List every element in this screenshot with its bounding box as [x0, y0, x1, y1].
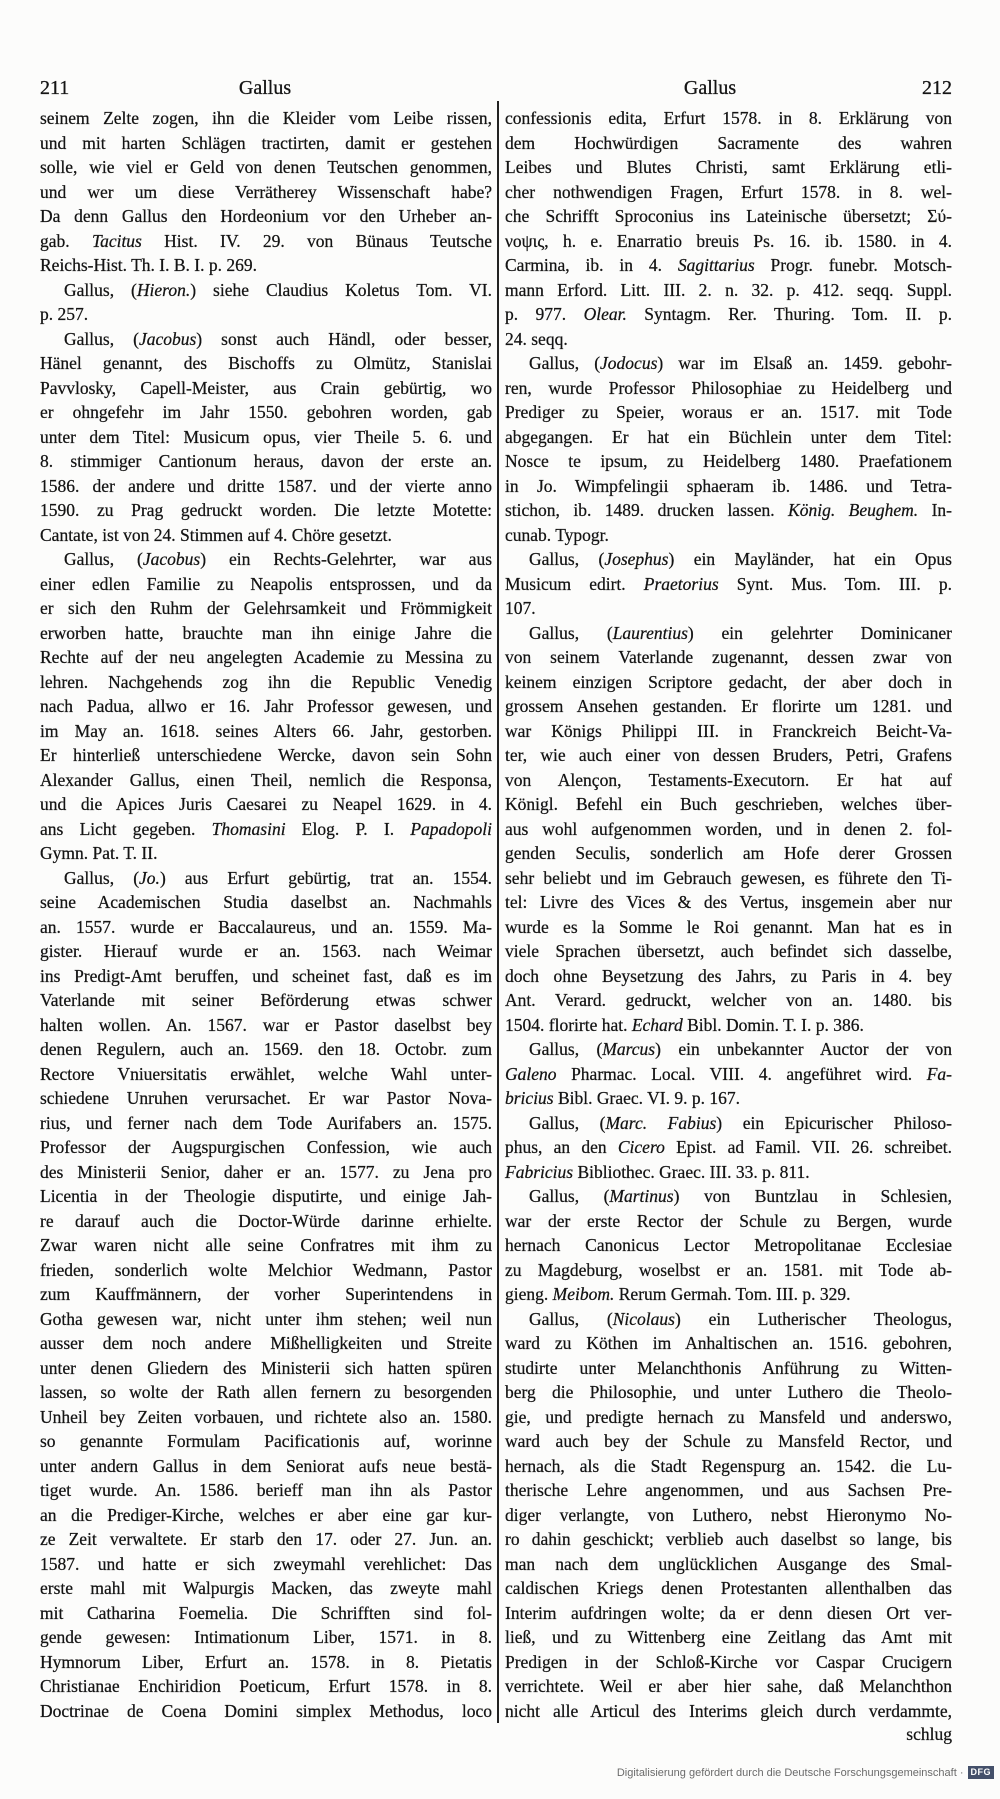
text-line: aus wohl aufgenommen worden, und in denen 2. fol- — [505, 818, 952, 839]
text-run: Progr. funebr. Motsch- — [754, 255, 952, 275]
text-run: ) war im Elsaß an. 1459. gebohr- — [657, 353, 952, 373]
text-line: ze Zeit verwaltete. Er starb den 17. oder 27. Jun. an. — [40, 1529, 492, 1549]
text-line — [505, 1086, 952, 1111]
running-head-left: Gallus — [238, 77, 292, 99]
italic-reference: Papadopoli — [410, 818, 492, 839]
text-line: 107. — [505, 598, 536, 618]
text-line: confessionis edita, Erfurt 1578. in 8. Erklärung von — [505, 108, 952, 128]
text-run: Gallus, ( — [529, 353, 601, 373]
entry-first-line — [505, 621, 952, 646]
text-line: keinem einzigen Scriptore gedacht, der aber doch in — [505, 671, 952, 692]
text-line: Cantate, ist von 24. Stimmen auf 4. Chöre gesetzt. — [40, 524, 392, 545]
italic-reference: Tacitus — [91, 230, 142, 251]
text-line: re darauf auch die Doctor-Würde darinne erhielte. — [40, 1210, 492, 1231]
text-line: tiget wurde. An. 1586. berieff man ihn als Pastor — [40, 1480, 492, 1500]
entry-first-line — [40, 866, 492, 891]
text-run: ) ein Mayländer, hat ein Opus — [668, 549, 952, 569]
text-line: gende gewesen: Intimationum Liber, 1571. in 8. — [40, 1627, 492, 1647]
text-run: Synt. Mus. Tom. III. p. — [718, 573, 952, 594]
text-line: ausser dem noch andere Mißhelligkeiten und Streite — [40, 1333, 492, 1353]
text-line: berg die Philosophie, und unter Luthero die Theolo- — [505, 1382, 952, 1402]
text-line: 1586. der andere und dritte 1587. und der vierte anno — [40, 475, 492, 496]
text-run: Bibl. Graec. VI. 9. p. 167. — [553, 1088, 740, 1108]
entry-first-line — [505, 1037, 952, 1062]
text-line: unter denen Gliedern des Ministerii sich hatten spüren — [40, 1357, 492, 1378]
text-line: 1587. und hatte er sich zweymahl verehlichet: Das — [40, 1553, 492, 1574]
entry-first-line — [505, 351, 952, 376]
text-line: an die Prediger-Kirche, welches er aber eine gar kur- — [40, 1504, 492, 1525]
italic-reference: Jacobus — [138, 328, 197, 349]
text-line: Predigen in der Schloß-Kirche vor Caspar Crucigern — [505, 1651, 952, 1672]
text-run: Carmina, ib. in 4. — [505, 255, 678, 275]
italic-reference: Cicero — [617, 1137, 665, 1157]
text-line: che Schrifft Sproconius ins Lateinische übersetzt; Σύ- — [505, 206, 952, 226]
text-line: nach Padua, allwo er 16. Jahr Professor gewesen, und — [40, 696, 492, 716]
italic-reference: Marcus — [602, 1039, 656, 1059]
text-run: Gallus, ( — [529, 1039, 603, 1059]
text-run: Gallus, ( — [64, 328, 139, 349]
text-line — [505, 1135, 952, 1160]
italic-reference: Martinus — [609, 1186, 674, 1206]
text-line: Professor der Augspurgischen Confession, wie auch — [40, 1137, 492, 1157]
text-line: solle, wie viel er Geld von denen Teutschen genommen, — [40, 157, 492, 177]
text-line: Christianae Enchiridion Poeticum, Erfurt 1578. in 8. — [40, 1676, 492, 1696]
text-line: abgegangen. Er hat ein Büchlein unter dem Titel: — [505, 426, 952, 447]
text-line: Licentia in der Theologie disputirte, und einige Jah- — [40, 1186, 492, 1206]
text-run: Hist. IV. 29. von Bünaus Teutsche — [141, 230, 492, 251]
text-line: Ant. Verard. gedruckt, welcher von an. 1480. bis — [505, 990, 952, 1010]
text-line — [505, 572, 952, 597]
text-line — [505, 1062, 952, 1087]
text-line: cunab. Typogr. — [505, 524, 609, 545]
text-line: seine Academischen Studia daselbst an. Nachmahls — [40, 892, 492, 912]
text-line: 8. stimmiger Cantionum heraus, davon der erste an. — [40, 451, 492, 471]
text-line — [505, 1013, 952, 1038]
text-run: stichon, ib. 1489. drucken lassen. — [505, 500, 789, 520]
text-run: Gallus, ( — [64, 549, 143, 569]
text-line: und wer um diese Verrätherey Wissenschaft habe? — [40, 181, 492, 202]
text-run: 1504. florirte hat. — [505, 1014, 632, 1035]
text-line: Interim aufdringen wolte; da er denn diesen Ort ver- — [505, 1602, 952, 1623]
text-line: gister. Hierauf wurde er an. 1563. nach Weimar — [40, 941, 492, 961]
text-run: ) ein Rechts-Gelehrter, war aus — [200, 549, 492, 569]
text-line: ward zu Köthen im Anhaltischen an. 1516. gebohren, — [505, 1333, 952, 1353]
text-line: unter dem Titel: Musicum opus, vier Theile 5. 6. und — [40, 426, 492, 447]
text-line: nicht alle Articul des Interims gleich durch verdammte, — [505, 1700, 952, 1721]
text-run: Syntagm. Rer. Thuring. Tom. II. p. — [626, 304, 953, 324]
text-line: rius, und ferner nach dem Tode Aurifabers an. 1575. — [40, 1112, 492, 1133]
text-line: Hänel genannt, des Bischoffs zu Olmütz, Stanislai — [40, 353, 492, 373]
text-line: genden Seculis, sonderlich am Hofe derer Grossen — [505, 843, 952, 863]
text-line: er ohngefehr im Jahr 1550. gebohren worden, gab — [40, 402, 492, 422]
italic-reference: Jacobus — [142, 549, 201, 569]
text-line: denen Regulern, auch an. 1569. den 18. Octobr. zum — [40, 1039, 492, 1059]
text-run: Bibl. Domin. T. I. p. 386. — [682, 1014, 864, 1035]
italic-reference: Echard — [631, 1014, 683, 1035]
running-head-right: Gallus — [683, 77, 737, 99]
text-line: Zwar waren nicht alle seine Confratres mit ihm zu — [40, 1235, 492, 1255]
italic-reference: König. Beughem. — [788, 500, 919, 520]
text-line: lassen, so wolte der Rath allen fernern zu besorgenden — [40, 1382, 492, 1402]
text-line: war Königs Philippi III. in Franckreich Beicht-Va- — [505, 720, 952, 741]
text-line: und mit harten Schlägen tractirten, damit er gestehen — [40, 132, 492, 153]
text-line: Prediger zu Speier, woraus er an. 1517. mit Tode — [505, 402, 952, 422]
text-line: schiedene Unruhen verursachet. Er war Pastor Nova- — [40, 1088, 492, 1108]
italic-reference: Marc. Fabius — [605, 1112, 717, 1133]
text-run: ans Licht gegeben. — [40, 818, 212, 839]
text-run: Bibliothec. Graec. III. 33. p. 811. — [573, 1161, 810, 1182]
text-line: therische Lehre angenommen, und aus Sachsen Pre- — [505, 1480, 952, 1500]
text-line: ins Predigt-Amt beruffen, und scheinet fast, daß es im — [40, 965, 492, 986]
text-run: Gallus, ( — [529, 1186, 610, 1206]
italic-reference: Thomasini — [211, 818, 286, 839]
text-line: von seinem Vaterlande zugenannt, dessen zwar von — [505, 647, 952, 667]
text-line: war der erste Rector der Schule zu Bergen, wurde — [505, 1210, 952, 1231]
italic-reference: Fa- — [926, 1063, 952, 1084]
text-line: wurde es la Somme le Roi genannt. Man hat es in — [505, 916, 952, 937]
text-line: im May an. 1618. seines Alters 66. Jahr, gestorben. — [40, 720, 492, 741]
text-run: ) ein Lutherischer Theologus, — [674, 1308, 952, 1329]
text-run: ) sonst auch Händl, oder besser, — [196, 328, 492, 349]
text-run: Gallus, ( — [64, 279, 137, 300]
text-line — [505, 1160, 952, 1185]
text-line: frieden, sonderlich wolte Melchior Wedmann, Pastor — [40, 1259, 492, 1280]
text-line: so genannte Formulam Pacificationis auf, worinne — [40, 1431, 492, 1451]
text-line: an. 1557. wurde er Baccalaureus, und an. 1559. Ma- — [40, 916, 492, 937]
text-line: hernach Canonicus Lector Metropolitanae Ecclesiae — [505, 1235, 952, 1255]
entry-first-line — [40, 547, 492, 572]
text-line: viele Sprachen übersetzt, auch befindet sich dasselbe, — [505, 941, 952, 961]
text-line: cher nothwendigen Fragen, Erfurt 1578. in 8. wel- — [505, 181, 952, 202]
italic-reference: Jo. — [139, 867, 160, 888]
italic-reference: Fabricius — [505, 1161, 574, 1182]
text-run: ) aus Erfurt gebürtig, trat an. 1554. — [159, 867, 492, 888]
text-line: Pavvlosky, Capell-Meister, aus Crain gebürtig, wo — [40, 377, 492, 398]
text-line: Da denn Gallus den Hordeonium vor den Urheber an- — [40, 206, 492, 226]
text-line — [505, 253, 952, 278]
left-column — [40, 106, 492, 1723]
text-line: Vaterlande mit seiner Beförderung etwas schwer — [40, 990, 492, 1010]
digitization-footer — [617, 1766, 994, 1779]
text-line: Gotha gewesen war, nicht unter ihm stehen; weil nun — [40, 1308, 492, 1329]
text-line: seinem Zelte zogen, ihn die Kleider vom Leibe rissen, — [40, 108, 492, 128]
italic-reference: Josephus — [604, 549, 669, 569]
text-line: Alexander Gallus, einen Theil, nemlich die Responsa, — [40, 769, 492, 790]
text-run: gab. — [40, 230, 92, 251]
dfg-logo: DFG — [968, 1766, 995, 1779]
page-number-right: 212 — [922, 77, 952, 99]
text-run: ) siehe Claudius Koletus Tom. VI. — [190, 279, 492, 300]
text-line: νοψις, h. e. Enarratio breuis Ps. 16. ib. 1580. in 4. — [505, 230, 952, 251]
text-run: Gallus, ( — [529, 1112, 606, 1133]
text-run: Gallus, ( — [64, 867, 140, 888]
text-line: zum Kauffmännern, der vorher Superintendens in — [40, 1284, 492, 1304]
italic-reference: Meibom. — [552, 1284, 615, 1304]
text-line: grossem Ansehen gestanden. Er florirte um 1281. und — [505, 696, 952, 716]
catchword: schlug — [906, 1724, 952, 1744]
entry-first-line — [505, 547, 952, 572]
italic-reference: Praetorius — [643, 573, 719, 594]
text-line: zu Magdeburg, woselbst er an. 1581. mit Tode ab- — [505, 1259, 952, 1280]
text-line: caldischen Kriegs denen Protestanten allenthalben das — [505, 1578, 952, 1598]
entry-first-line — [505, 1307, 952, 1332]
entry-first-line — [40, 327, 492, 352]
text-line: mit Catharina Foemelia. Die Schrifften sind fol- — [40, 1602, 492, 1623]
text-line: ward auch bey der Schule zu Mansfeld Rector, und — [505, 1431, 952, 1451]
italic-reference: bricius — [505, 1088, 554, 1108]
text-line — [40, 229, 492, 254]
text-line: des Ministerii Senior, daher er an. 1577. zu Jena pro — [40, 1161, 492, 1182]
text-line: gie, und predigte hernach zu Mansfeld und anderswo, — [505, 1406, 952, 1427]
text-line: Er hinterließ unterschiedene Wercke, davon sein Sohn — [40, 745, 492, 765]
text-line: halten wollen. An. 1567. war er Pastor daselbst bey — [40, 1014, 492, 1035]
text-line — [505, 1282, 952, 1307]
text-line — [505, 302, 952, 327]
text-run: ) ein unbekannter Auctor der von — [655, 1039, 952, 1059]
text-line: tel: Livre des Vices & des Vertus, insgemein aber nur — [505, 892, 952, 912]
text-line: doch ohne Beysetzung des Jahrs, zu Paris in 4. bey — [505, 965, 952, 986]
italic-reference: Galeno — [505, 1063, 557, 1084]
text-line — [505, 498, 952, 523]
footer-credit-text: Digitalisierung gefördert durch die Deutsche Forschungsgemeinschaft · — [616, 1766, 964, 1779]
italic-reference: Olear. — [583, 304, 627, 324]
text-run: Gallus, ( — [529, 1308, 613, 1329]
text-line: studirte unter Melanchthonis Anführung zu Witten- — [505, 1357, 952, 1378]
text-line: Rectore Vniuersitatis erwählet, welche Wahl unter- — [40, 1063, 492, 1084]
text-line: lehren. Nachgehends zog ihn die Republic Venedig — [40, 671, 492, 692]
italic-reference: Sagittarius — [677, 255, 755, 275]
text-run: p. 977. — [505, 304, 584, 324]
text-line: unter andern Gallus in dem Seniorat aufs neue bestä- — [40, 1455, 492, 1476]
text-line: erste mahl mit Walpurgis Macken, das zweyte mahl — [40, 1578, 492, 1598]
text-run: Elog. P. I. — [285, 818, 411, 839]
text-line: sehr beliebt und im Gebrauch gewesen, es führete den Ti- — [505, 867, 952, 888]
text-run: Epist. ad Famil. VII. 26. schreibet. — [664, 1137, 952, 1157]
right-column — [505, 106, 952, 1723]
text-line: er sich den Ruhm der Gelehrsamkeit und Frömmigkeit — [40, 598, 492, 618]
text-run: Gallus, ( — [529, 622, 613, 643]
text-line: man nach dem unglücklichen Ausgange des Smal- — [505, 1553, 952, 1574]
text-line: ren, wurde Professor Philosophiae zu Heidelberg und — [505, 377, 952, 398]
text-run: Pharmac. Local. VIII. 4. angeführet wird. — [556, 1063, 927, 1084]
text-line: verrichtete. Weil er aber hier sahe, daß Melanchthon — [505, 1676, 952, 1696]
text-run: ) ein Epicurischer Philoso- — [716, 1112, 952, 1133]
text-run: Gallus, ( — [529, 549, 605, 569]
text-run: In- — [918, 500, 953, 520]
text-line: Leibes und Blutes Christi, samt Erklärung etli- — [505, 157, 952, 177]
text-line: erworben hatte, brauchte man ihn einige Jahre die — [40, 622, 492, 643]
column-divider — [497, 101, 499, 1723]
text-run: ) ein gelehrter Dominicaner — [687, 622, 952, 643]
text-line: einer edlen Familie zu Neapolis entsprossen, und da — [40, 573, 492, 594]
text-line: hernach, als die Stadt Regenspurg an. 1542. die Lu- — [505, 1455, 952, 1476]
text-line: Hymnorum Liber, Erfurt an. 1578. in 8. Pietatis — [40, 1651, 492, 1672]
text-line: Unheil bey Zeiten vorbauen, und richtete also an. 1580. — [40, 1406, 492, 1427]
text-line: p. 257. — [40, 304, 89, 324]
entry-first-line — [505, 1184, 952, 1209]
text-line: Gymn. Pat. T. II. — [40, 843, 158, 863]
text-line: 24. seqq. — [505, 328, 568, 349]
entry-first-line — [505, 1111, 952, 1136]
text-line: dem Hochwürdigen Sacramente des wahren — [505, 132, 952, 153]
italic-reference: Jodocus — [600, 353, 658, 373]
text-line: ro dahin geschickt; verblieb auch daselbst so lange, bis — [505, 1529, 952, 1549]
text-line: ter, wie auch einer von dessen Bruders, Petri, Grafens — [505, 745, 952, 765]
text-line: Reichs-Hist. Th. I. B. I. p. 269. — [40, 255, 257, 275]
entry-first-line — [40, 278, 492, 303]
text-run: gieng. — [505, 1284, 553, 1304]
text-run: Rerum Germah. Tom. III. p. 329. — [614, 1284, 851, 1304]
text-line: 1590. zu Prag gedruckt worden. Die letzte Motette: — [40, 500, 492, 520]
text-line: Rechte auf der neu angelegten Academie zu Messina zu — [40, 647, 492, 667]
text-line: diger verlangte, von Luthero, nebst Hieronymo No- — [505, 1504, 952, 1525]
italic-reference: Nicolaus — [612, 1308, 675, 1329]
text-line: Königl. Befehl ein Buch geschrieben, welches über- — [505, 794, 952, 814]
italic-reference: Hieron. — [136, 279, 191, 300]
text-run: ) von Buntzlau in Schlesien, — [673, 1186, 952, 1206]
text-run: Musicum edirt. — [505, 573, 644, 594]
page-number-left: 211 — [40, 77, 70, 99]
text-line: und die Apices Juris Caesarei zu Neapel 1629. in 4. — [40, 794, 492, 814]
text-line: in Jo. Wimpfelingii sphaeram ib. 1486. und Tetra- — [505, 475, 952, 496]
text-line — [40, 817, 492, 842]
text-line: von Alençon, Testaments-Executorn. Er hat auf — [505, 769, 952, 790]
text-line: mann Erford. Litt. III. 2. n. 32. p. 412. seqq. Suppl. — [505, 279, 952, 300]
text-run: phus, an den — [505, 1137, 618, 1157]
italic-reference: Laurentius — [612, 622, 688, 643]
text-line: ließ, und zu Wittenberg eine Zeitlang das Amt mit — [505, 1627, 952, 1647]
text-line: Doctrinae de Coena Domini simplex Methodus, loco — [40, 1700, 492, 1721]
text-line: Nosce te ipsum, zu Heidelberg 1480. Praefationem — [505, 451, 952, 471]
